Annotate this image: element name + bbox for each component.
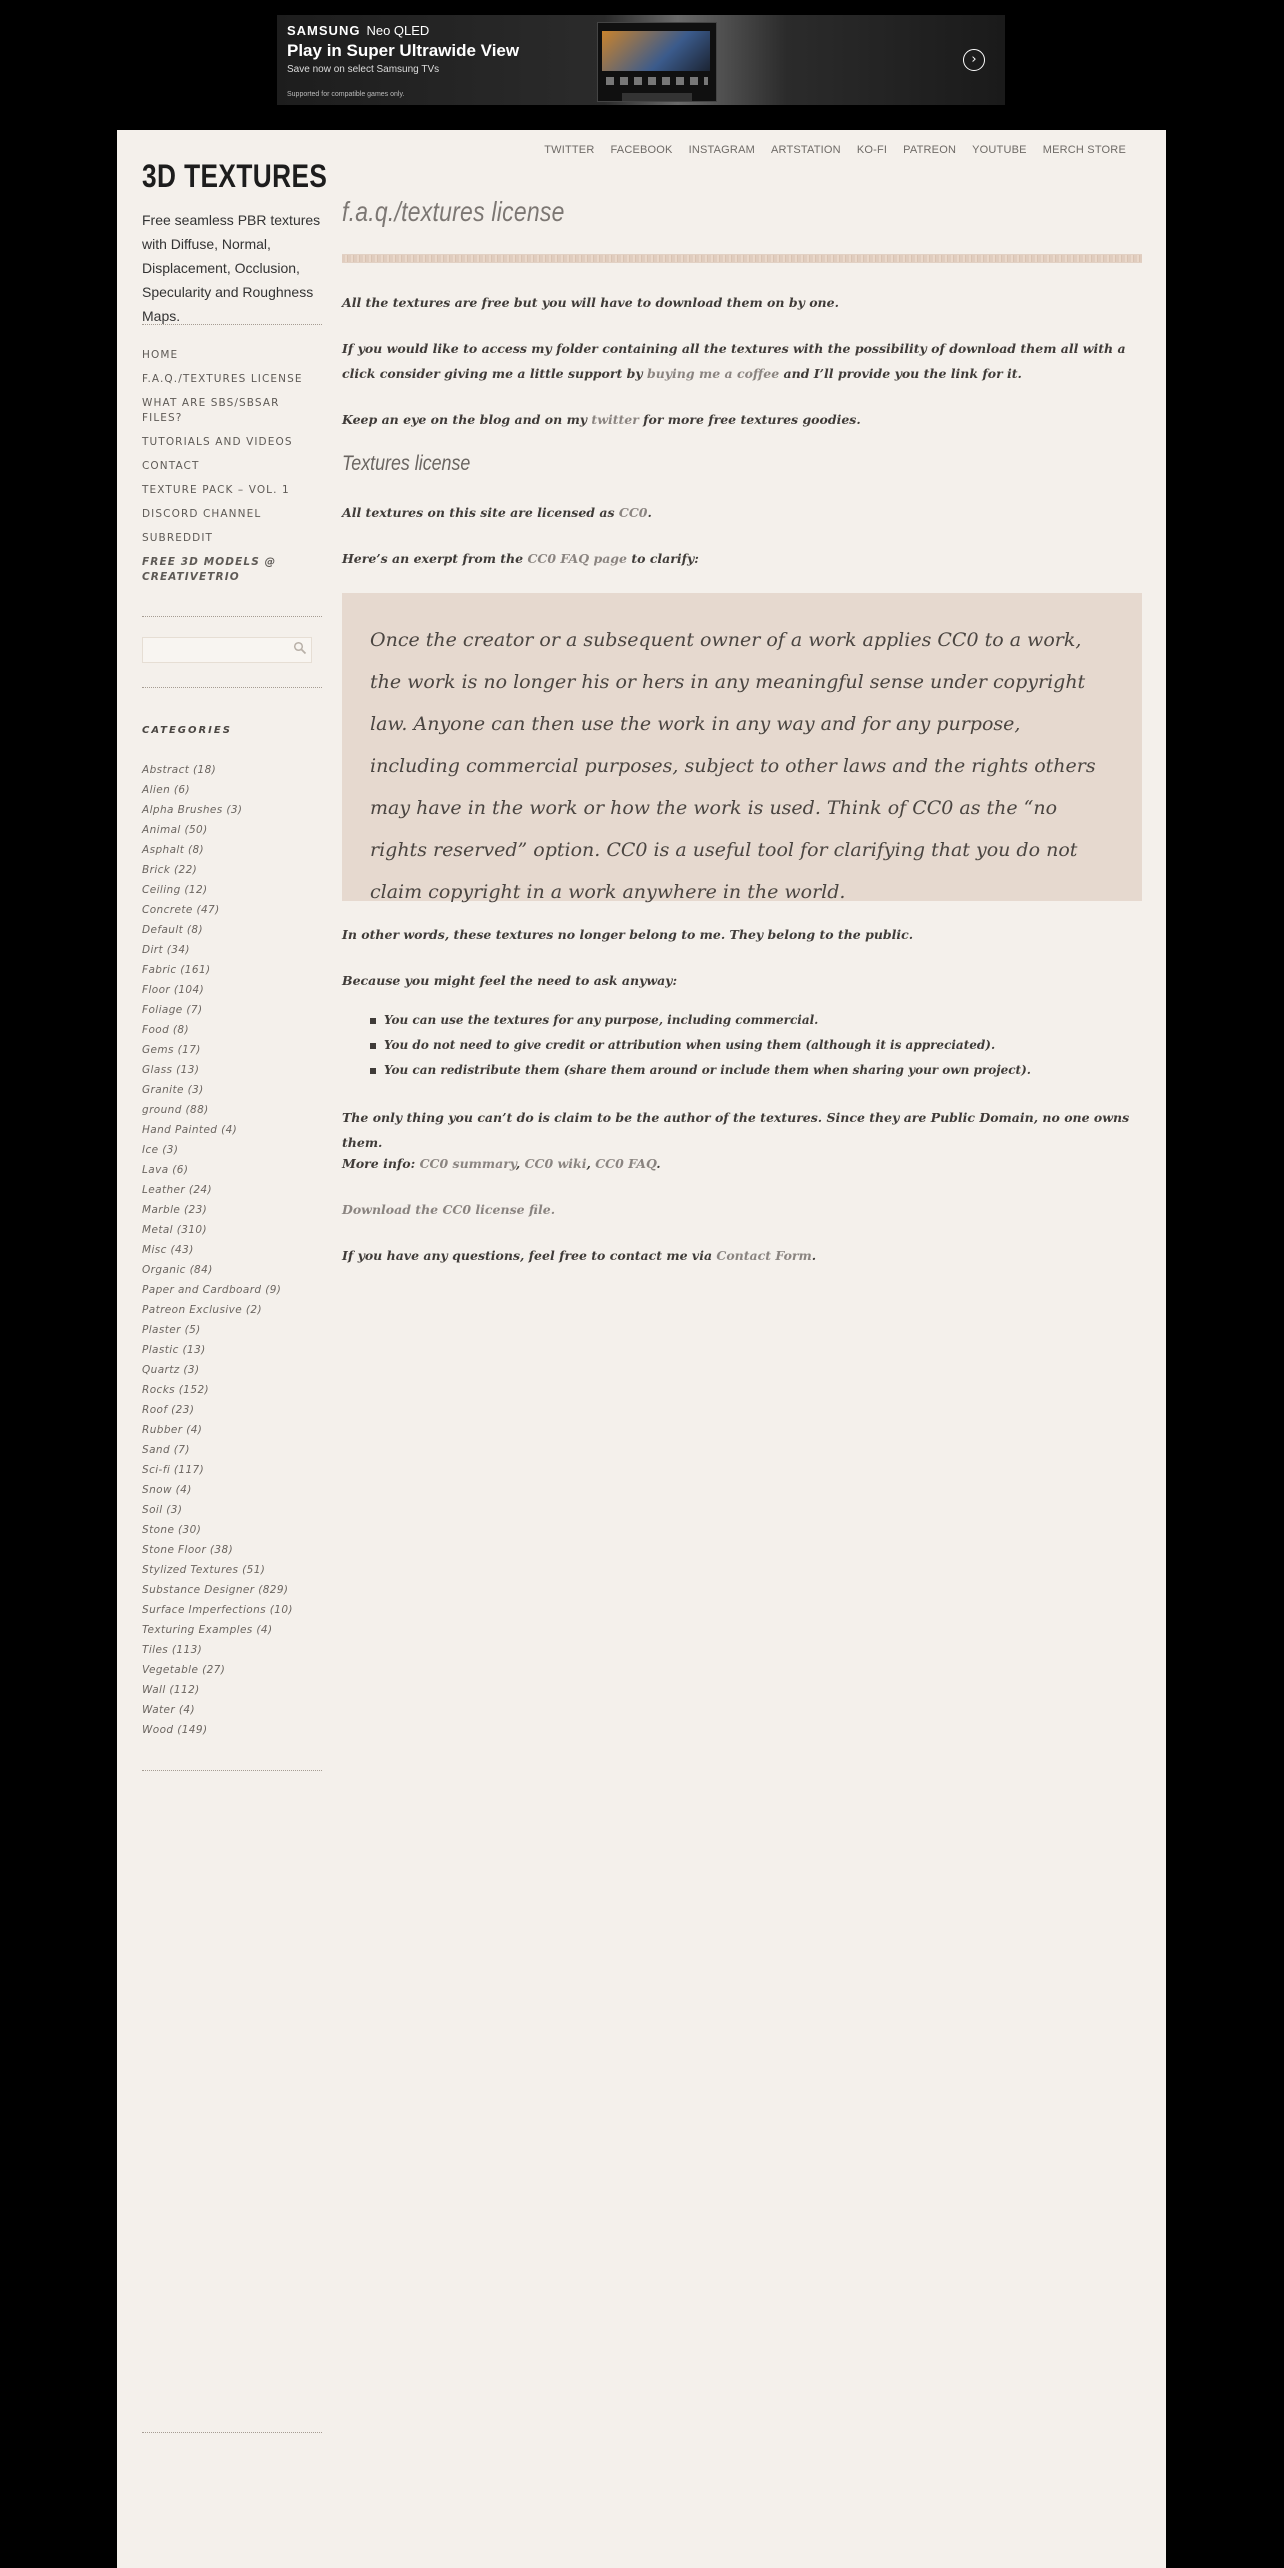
category-item[interactable]: Wall (112) xyxy=(142,1684,200,1696)
category-item[interactable]: Dirt (34) xyxy=(142,944,190,956)
nav-kofi[interactable]: KO-FI xyxy=(856,144,888,156)
category-item[interactable]: Plaster (5) xyxy=(142,1324,201,1336)
paragraph-license: All textures on this site are licensed as CC0. xyxy=(342,505,652,520)
category-item[interactable]: ground (88) xyxy=(142,1104,209,1116)
paragraph-exerpt: Here’s an exerpt from the CC0 FAQ page to clarify: xyxy=(342,551,699,566)
ad-fine-print: Supported for compatible games only. xyxy=(287,91,405,98)
top-nav xyxy=(544,144,1126,156)
section-heading-license: Textures license xyxy=(342,452,471,475)
menu-item-subreddit[interactable]: SUBREDDIT xyxy=(142,532,214,544)
category-item[interactable]: Paper and Cardboard (9) xyxy=(142,1284,282,1296)
cc0-faq-page-link[interactable]: CC0 FAQ page xyxy=(527,551,627,566)
category-item[interactable]: Asphalt (8) xyxy=(142,844,205,856)
page-title: f.a.q./textures license xyxy=(342,196,565,227)
menu-item-free-models[interactable]: FREE 3D MODELS @ CREATIVETRIO xyxy=(142,556,277,583)
category-item[interactable]: Foliage (7) xyxy=(142,1004,203,1016)
category-item[interactable]: Default (8) xyxy=(142,924,203,936)
category-item[interactable]: Marble (23) xyxy=(142,1204,208,1216)
site-description: Free seamless PBR textures with Diffuse, Normal, Displacement, Occlusion, Specularity and Roughness Maps. xyxy=(142,212,321,324)
menu-item-discord[interactable]: DISCORD CHANNEL xyxy=(142,508,262,520)
ad-tagline: Save now on select Samsung TVs xyxy=(287,64,440,75)
list-item: You can use the textures for any purpose, including commercial. xyxy=(384,1008,1184,1033)
paragraph-ask: Because you might feel the need to ask anyway: xyxy=(342,973,678,988)
list-item: You do not need to give credit or attribution when using them (although it is appreciated). xyxy=(384,1033,1184,1058)
menu-item-sbs[interactable]: WHAT ARE SBS/SBSAR FILES? xyxy=(142,397,280,424)
category-item[interactable]: Stone Floor (38) xyxy=(142,1544,234,1556)
divider xyxy=(142,616,322,617)
nav-merch-store[interactable]: MERCH STORE xyxy=(1042,144,1126,156)
category-item[interactable]: Fabric (161) xyxy=(142,964,211,976)
category-item[interactable]: Plastic (13) xyxy=(142,1344,206,1356)
title-divider xyxy=(342,254,1142,263)
category-item[interactable]: Rocks (152) xyxy=(142,1384,210,1396)
tv-image xyxy=(597,22,717,102)
category-item[interactable]: Organic (84) xyxy=(142,1264,213,1276)
category-item[interactable]: Stylized Textures (51) xyxy=(142,1564,266,1576)
ad-headline: Play in Super Ultrawide View xyxy=(287,41,520,60)
nav-twitter[interactable]: TWITTER xyxy=(544,144,595,156)
paragraph-other-words: In other words, these textures no longer belong to me. They belong to the public. xyxy=(342,927,914,942)
category-item[interactable]: Sand (7) xyxy=(142,1444,190,1456)
chevron-right-icon[interactable]: › xyxy=(963,49,985,71)
divider xyxy=(142,2432,322,2433)
category-item[interactable]: Misc (43) xyxy=(142,1244,194,1256)
list-item: You can redistribute them (share them around or include them when sharing your own project). xyxy=(384,1058,1184,1083)
ad-brand: SAMSUNG Neo QLED xyxy=(287,23,430,38)
contact-form-link[interactable]: Contact Form xyxy=(716,1248,812,1263)
search-box xyxy=(142,637,312,663)
paragraph-contact: If you have any questions, feel free to contact me via Contact Form. xyxy=(342,1248,817,1263)
categories-list xyxy=(142,760,332,1740)
search-input[interactable] xyxy=(143,639,295,661)
category-item[interactable]: Hand Painted (4) xyxy=(142,1124,238,1136)
search-icon[interactable] xyxy=(293,641,307,655)
sidebar-menu xyxy=(142,348,322,594)
cc0-wiki-link[interactable]: CC0 wiki xyxy=(524,1156,587,1171)
nav-instagram[interactable]: INSTAGRAM xyxy=(688,144,755,156)
category-item[interactable]: Quartz (3) xyxy=(142,1364,200,1376)
paragraph-more-info: More info: CC0 summary, CC0 wiki, CC0 FAQ. xyxy=(342,1156,661,1171)
category-item[interactable]: Rubber (4) xyxy=(142,1424,203,1436)
cc0-faq-link[interactable]: CC0 FAQ xyxy=(595,1156,657,1171)
category-item[interactable]: Floor (104) xyxy=(142,984,205,996)
category-item[interactable]: Sci-fi (117) xyxy=(142,1464,205,1476)
category-item[interactable]: Ceiling (12) xyxy=(142,884,208,896)
nav-facebook[interactable]: FACEBOOK xyxy=(610,144,673,156)
twitter-link[interactable]: twitter xyxy=(591,412,639,427)
quote-text: Once the creator or a subsequent owner of a work applies CC0 to a work, the work is no longer his or hers in any meaningful sense under copyright law. Anyone can then use the work in any way and for any purpose, including commercial purposes, subject to other laws and the rights others may have in the work or how the work is used. Think of CC0 as the “no rights reserved” option. CC0 is a useful tool for clarifying that you do not claim copyright in a work anywhere in the world. xyxy=(370,629,1096,903)
menu-item-home[interactable]: HOME xyxy=(142,349,179,361)
category-item[interactable]: Glass (13) xyxy=(142,1064,200,1076)
category-item[interactable]: Water (4) xyxy=(142,1704,195,1716)
category-item[interactable]: Patreon Exclusive (2) xyxy=(142,1304,262,1316)
category-item[interactable]: Wood (149) xyxy=(142,1724,208,1736)
category-item[interactable]: Vegetable (27) xyxy=(142,1664,226,1676)
category-item[interactable]: Alpha Brushes (3) xyxy=(142,804,243,816)
category-item[interactable]: Gems (17) xyxy=(142,1044,201,1056)
category-item[interactable]: Substance Designer (829) xyxy=(142,1584,289,1596)
category-item[interactable]: Stone (30) xyxy=(142,1524,202,1536)
category-item[interactable]: Ice (3) xyxy=(142,1144,179,1156)
advertisement-banner[interactable] xyxy=(277,15,1005,105)
category-item[interactable]: Granite (3) xyxy=(142,1084,204,1096)
category-item[interactable]: Surface Imperfections (10) xyxy=(142,1604,293,1616)
page-container xyxy=(117,130,1166,2568)
divider xyxy=(142,1770,322,1771)
permissions-list xyxy=(342,1008,1184,1083)
category-item[interactable]: Metal (310) xyxy=(142,1224,207,1236)
category-item[interactable]: Lava (6) xyxy=(142,1164,189,1176)
category-item[interactable]: Soil (3) xyxy=(142,1504,183,1516)
nav-patreon[interactable]: PATREON xyxy=(903,144,957,156)
menu-item-tutorials[interactable]: TUTORIALS AND VIDEOS xyxy=(142,436,293,448)
divider xyxy=(142,324,322,325)
cc0-link[interactable]: CC0 xyxy=(618,505,648,520)
download-license-link[interactable]: Download the CC0 license file. xyxy=(342,1202,556,1217)
paragraph-download xyxy=(342,1197,1142,1222)
category-item[interactable]: Texturing Examples (4) xyxy=(142,1624,273,1636)
category-item[interactable]: Abstract (18) xyxy=(142,764,217,776)
paragraph-twitter: Keep an eye on the blog and on my twitter for more free textures goodies. xyxy=(342,412,861,427)
paragraph-intro: All the textures are free but you will have to download them on by one. xyxy=(342,295,839,310)
menu-item-texture-pack[interactable]: TEXTURE PACK – VOL. 1 xyxy=(142,484,290,496)
nav-youtube[interactable]: YOUTUBE xyxy=(972,144,1027,156)
categories-heading: CATEGORIES xyxy=(142,725,232,736)
category-item[interactable]: Leather (24) xyxy=(142,1184,212,1196)
paragraph-only-thing: The only thing you can’t do is claim to be the author of the textures. Since they are Public Domain, no one owns them. xyxy=(342,1110,1130,1150)
category-item[interactable]: Animal (50) xyxy=(142,824,208,836)
nav-artstation[interactable]: ARTSTATION xyxy=(770,144,841,156)
divider xyxy=(142,687,322,688)
menu-item-faq[interactable]: F.A.Q./TEXTURES LICENSE xyxy=(142,373,303,385)
category-item[interactable]: Alien (6) xyxy=(142,784,190,796)
cc0-quote xyxy=(342,593,1142,901)
buy-coffee-link[interactable]: buying me a coffee xyxy=(646,366,780,381)
paragraph-support: If you would like to access my folder containing all the textures with the possibility of download them all with a click consider giving me a little support by buying me a coffee and I’ll provide you the link for it. xyxy=(342,341,1126,381)
site-title[interactable]: 3D TEXTURES xyxy=(142,158,328,194)
category-item[interactable]: Food (8) xyxy=(142,1024,189,1036)
category-item[interactable]: Roof (23) xyxy=(142,1404,195,1416)
cc0-summary-link[interactable]: CC0 summary xyxy=(419,1156,516,1171)
category-item[interactable]: Tiles (113) xyxy=(142,1644,203,1656)
category-item[interactable]: Snow (4) xyxy=(142,1484,192,1496)
menu-item-contact[interactable]: CONTACT xyxy=(142,460,200,472)
category-item[interactable]: Concrete (47) xyxy=(142,904,220,916)
category-item[interactable]: Brick (22) xyxy=(142,864,198,876)
